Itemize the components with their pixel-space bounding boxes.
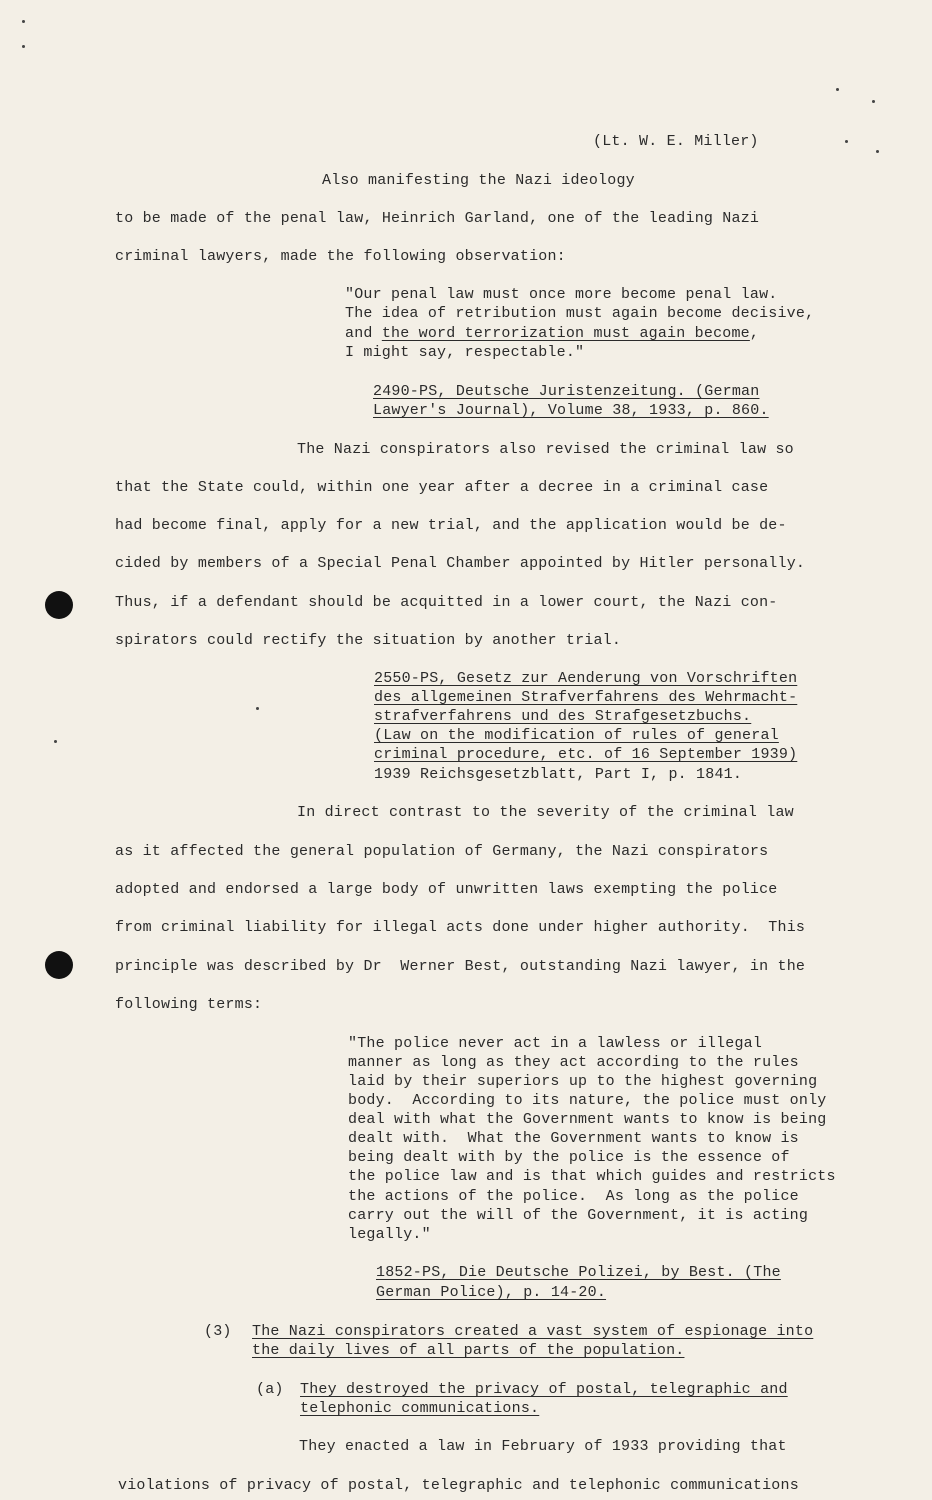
paragraph-line: as it affected the general population of Germany, the Nazi conspirators — [115, 843, 769, 860]
paragraph-line: Thus, if a defendant should be acquitted in a lower court, the Nazi con- — [115, 594, 778, 611]
paragraph-line: violations of privacy of postal, telegraphic and telephonic communications — [118, 1477, 799, 1494]
margin-speck — [872, 100, 875, 103]
citation-line: 1939 Reichsgesetzblatt, Part I, p. 1841. — [374, 766, 743, 783]
margin-speck — [845, 140, 848, 143]
quote-line: manner as long as they act according to the rules — [348, 1054, 799, 1071]
paragraph-line: that the State could, within one year after a decree in a criminal case — [115, 479, 769, 496]
margin-speck — [876, 150, 879, 153]
paragraph-line: criminal lawyers, made the following observation: — [115, 248, 566, 265]
margin-speck — [836, 88, 839, 91]
quote-line: the police law and is that which guides and restricts — [348, 1168, 836, 1185]
margin-speck — [54, 740, 57, 743]
quote-line: "Our penal law must once more become penal law. — [345, 286, 778, 303]
paragraph-line: spirators could rectify the situation by another trial. — [115, 632, 622, 649]
quote-line: carry out the will of the Government, it is acting — [348, 1207, 809, 1224]
margin-speck — [256, 707, 259, 710]
paragraph-line: In direct contrast to the severity of the criminal law — [297, 804, 794, 821]
paragraph-line: principle was described by Dr Werner Best, outstanding Nazi lawyer, in the — [115, 958, 806, 975]
quote-line: legally." — [348, 1226, 431, 1243]
punch-hole-bottom — [45, 951, 73, 979]
quote-line: deal with what the Government wants to know is being — [348, 1111, 827, 1128]
citation-line: 1852-PS, Die Deutsche Polizei, by Best. (The — [376, 1264, 781, 1281]
quote-line: "The police never act in a lawless or illegal — [348, 1035, 763, 1052]
section-number: (3) — [204, 1323, 232, 1340]
section-heading-line: The Nazi conspirators created a vast system of espionage into — [252, 1323, 814, 1340]
paragraph-line: had become final, apply for a new trial, and the application would be de- — [115, 517, 787, 534]
paragraph-line: cided by members of a Special Penal Chamber appointed by Hitler personally. — [115, 555, 806, 572]
paragraph-line: They enacted a law in February of 1933 providing that — [299, 1438, 787, 1455]
citation-line: criminal procedure, etc. of 16 September 1939) — [374, 746, 798, 763]
section-heading-line: the daily lives of all parts of the population. — [252, 1342, 685, 1359]
citation-line: German Police), p. 14-20. — [376, 1284, 607, 1301]
paragraph-line: The Nazi conspirators also revised the criminal law so — [297, 441, 794, 458]
subsection-number: (a) — [256, 1381, 284, 1398]
quote-line: body. According to its nature, the police must only — [348, 1092, 827, 1109]
subsection-heading-line: telephonic communications. — [300, 1400, 540, 1417]
citation-line: (Law on the modification of rules of general — [374, 727, 779, 744]
quote-line: being dealt with by the police is the essence of — [348, 1149, 790, 1166]
paragraph-line: adopted and endorsed a large body of unwritten laws exempting the police — [115, 881, 778, 898]
quote-line: The idea of retribution must again become decisive, — [345, 305, 815, 322]
paragraph-line: from criminal liability for illegal acts done under higher authority. This — [115, 919, 806, 936]
quote-line: dealt with. What the Government wants to know is — [348, 1130, 799, 1147]
citation-line: des allgemeinen Strafverfahrens des Wehrmacht- — [374, 689, 798, 706]
citation-line: strafverfahrens und des Strafgesetzbuchs. — [374, 708, 752, 725]
margin-speck — [22, 45, 25, 48]
citation-line: 2550-PS, Gesetz zur Aenderung von Vorschriften — [374, 670, 798, 687]
paragraph-line: following terms: — [115, 996, 263, 1013]
margin-speck — [22, 20, 25, 23]
quote-line: the actions of the police. As long as the police — [348, 1188, 799, 1205]
quote-line: I might say, respectable." — [345, 344, 585, 361]
subsection-heading-line: They destroyed the privacy of postal, telegraphic and — [300, 1381, 788, 1398]
punch-hole-top — [45, 591, 73, 619]
author-note: (Lt. W. E. Miller) — [593, 133, 759, 150]
underlined-phrase: the word terrorization must again become — [381, 325, 750, 342]
citation-line: Lawyer's Journal), Volume 38, 1933, p. 860. — [373, 402, 769, 419]
quote-line — [345, 324, 759, 343]
quote-line: laid by their superiors up to the highest governing — [348, 1073, 818, 1090]
paragraph-line: Also manifesting the Nazi ideology — [322, 172, 635, 189]
citation-line: 2490-PS, Deutsche Juristenzeitung. (German — [373, 383, 760, 400]
paragraph-line: to be made of the penal law, Heinrich Garland, one of the leading Nazi — [115, 210, 760, 227]
quote-line-text: and the word terrorization must again become, — [345, 325, 760, 342]
